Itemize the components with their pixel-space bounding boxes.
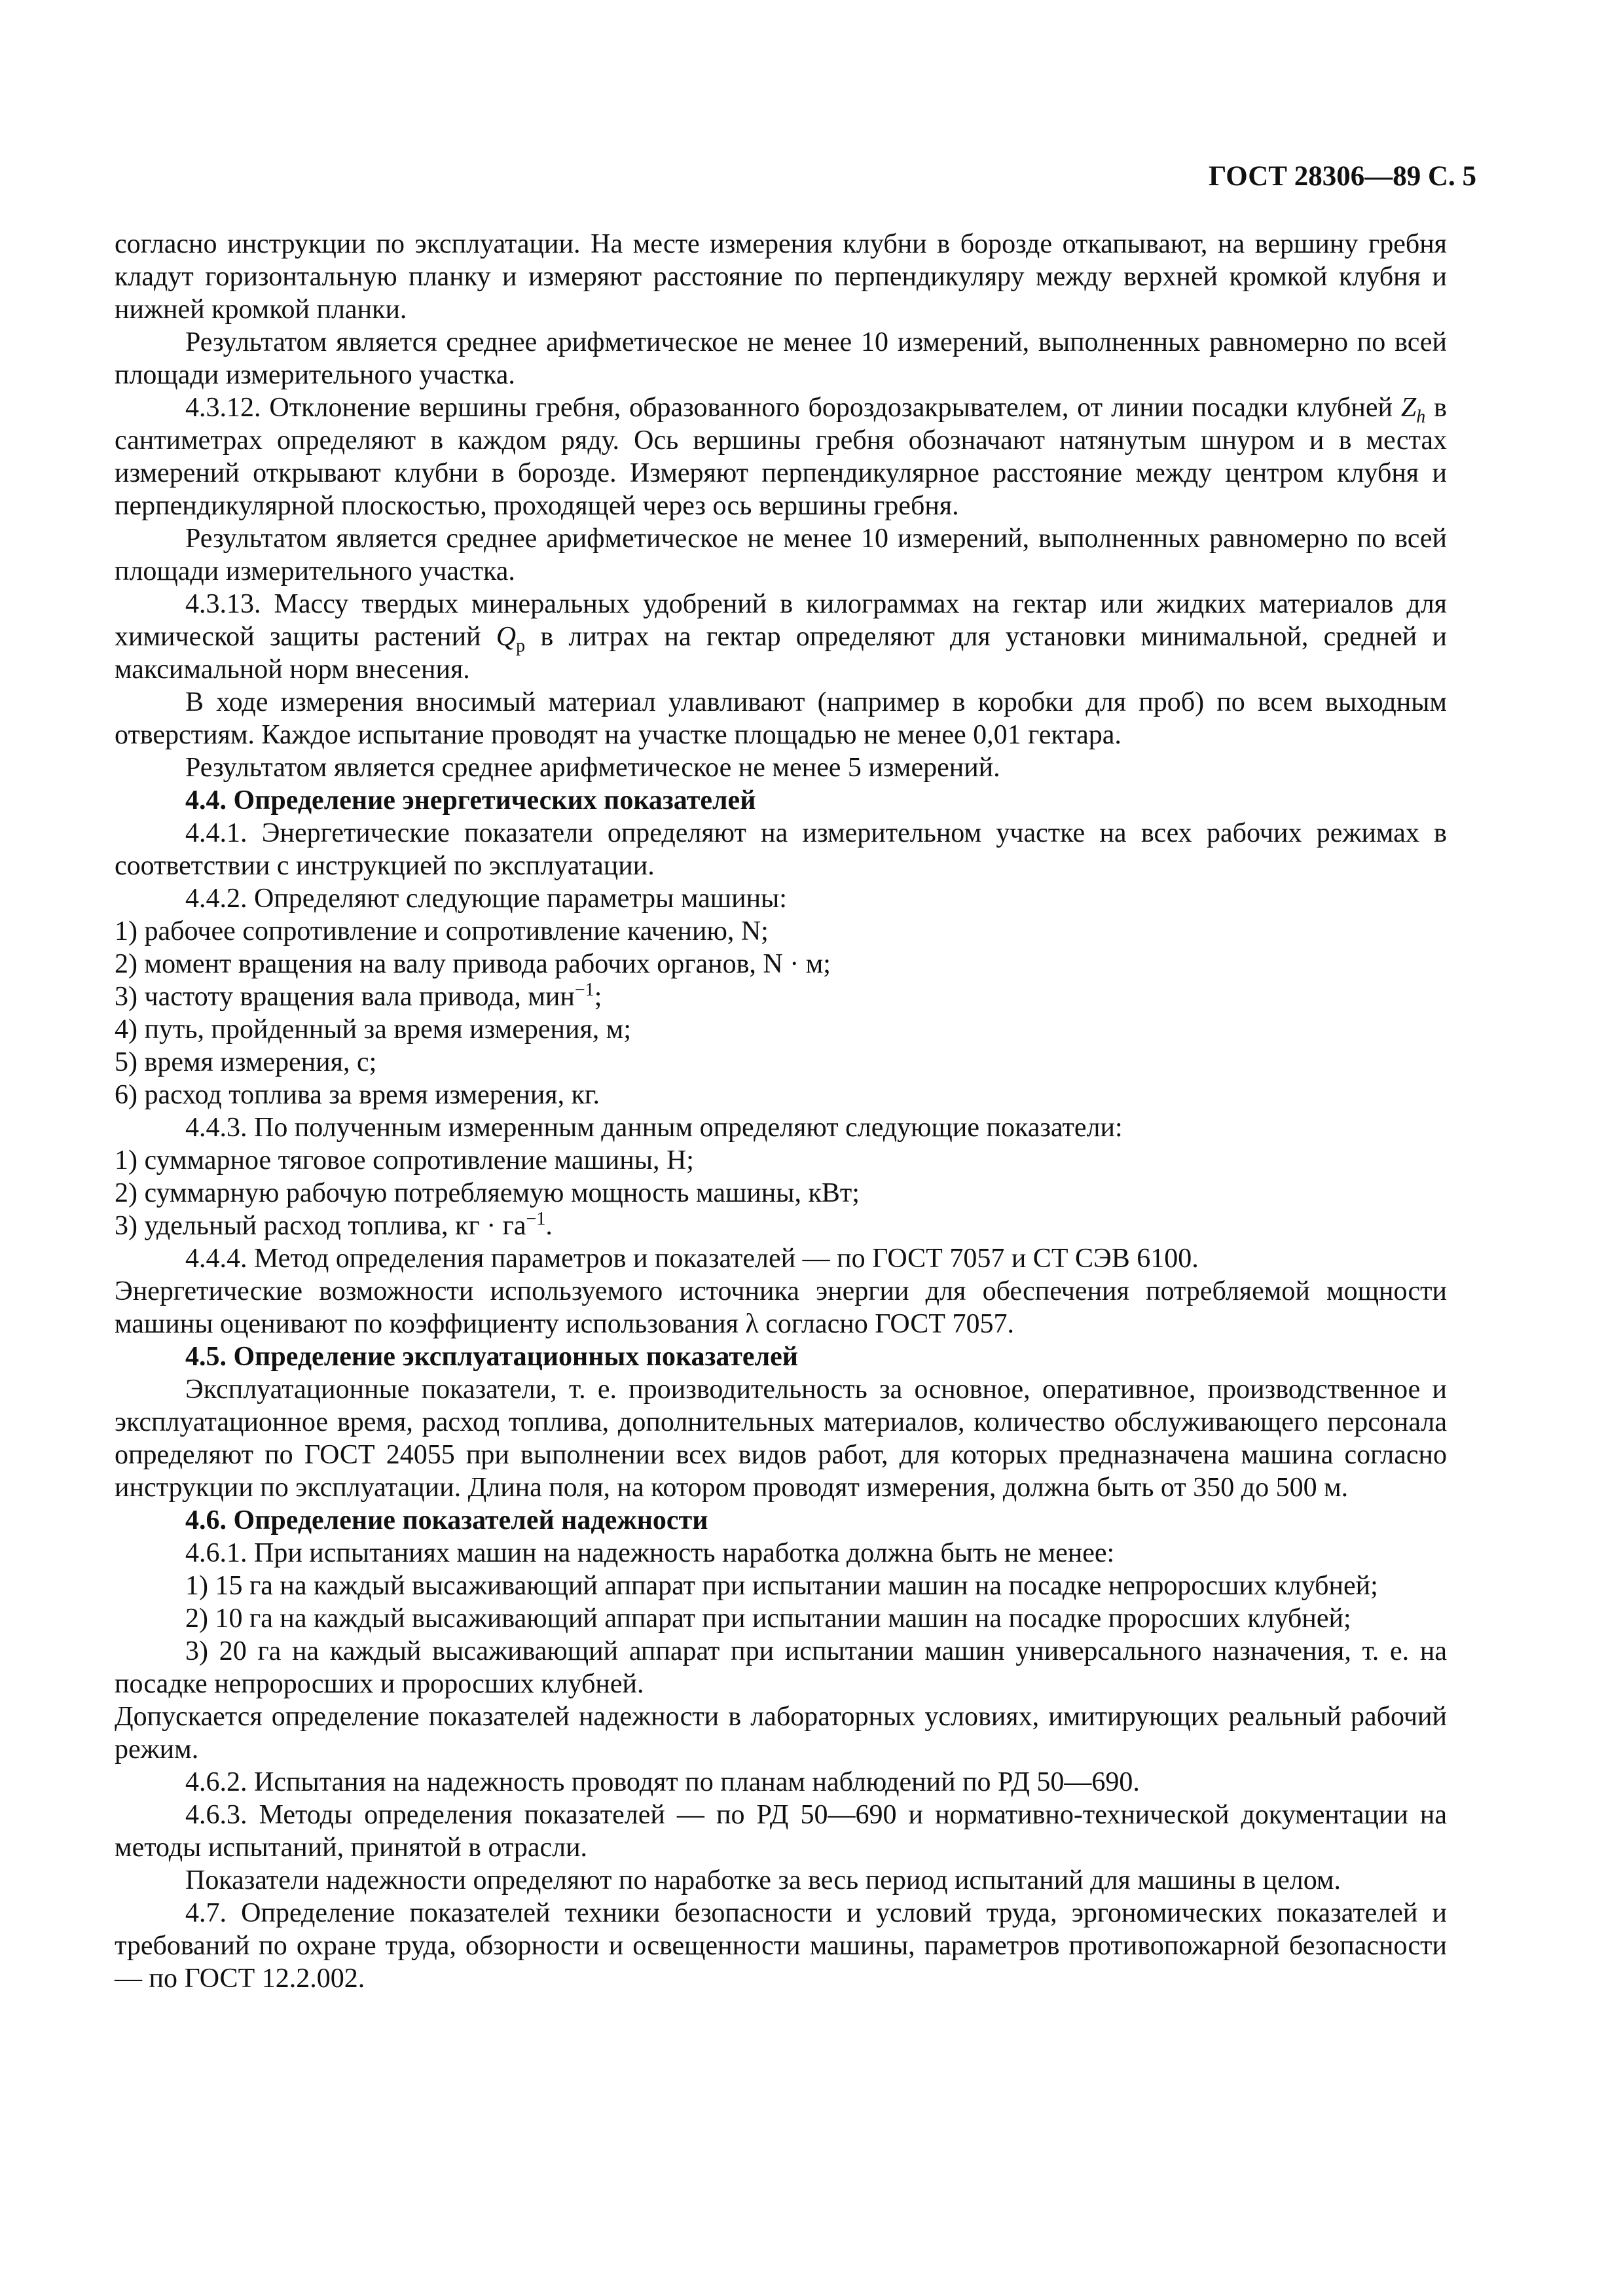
superscript: −1: [526, 1209, 546, 1229]
paragraph-continuation: согласно инструкции по эксплуатации. На месте измерения клубни в борозде откапывают, на вершину гребня кладут горизонтальную планку и измеряют расстояние по перпендикуляру между верхней кромкой клубня и нижней кромкой планки.: [115, 229, 1447, 325]
symbol-z-subscript: h: [1416, 406, 1426, 427]
section-heading-4-6: 4.6. Определение показателей надежности: [185, 1505, 708, 1535]
document-body: [115, 228, 1447, 1995]
paragraph: Результатом является среднее арифметическое не менее 10 измерений, выполненных равномерно по всей площади измерительного участка.: [115, 524, 1447, 586]
list-item: [115, 980, 1447, 1013]
paragraph: Показатели надежности определяют по наработке за весь период испытаний для машины в целом.: [185, 1865, 1341, 1895]
paragraph: 4.6.2. Испытания на надежность проводят по планам наблюдений по РД 50—690.: [185, 1767, 1140, 1797]
list-item: 2) 10 га на каждый высаживающий аппарат при испытании машин на посадке проросших клубней;: [185, 1604, 1351, 1634]
list-item: 4) путь, пройденный за время измерения, м;: [115, 1014, 632, 1045]
paragraph: 4.4.3. По полученным измеренным данным определяют следующие показатели:: [185, 1113, 1123, 1143]
paragraph: В ходе измерения вносимый материал улавливают (например в коробки для проб) по всем выходным отверстиям. Каждое испытание проводят на участке площадью не менее 0,01 гектара.: [115, 687, 1447, 750]
paragraph: 4.4.2. Определяют следующие параметры машины:: [185, 884, 787, 914]
section-heading-4-4: 4.4. Определение энергетических показателей: [185, 785, 756, 816]
section-heading-4-5: 4.5. Определение эксплуатационных показателей: [185, 1342, 798, 1372]
page-header: ГОСТ 28306—89 С. 5: [1208, 161, 1476, 192]
text-run: в сантиметрах определяют в каждом ряду. Ось вершины гребня обозначают натянутым шнуром и в местах измерений открывают клубни в борозде. Измеряют перпендикулярное расстояние между центром клубня и перпендикулярной плоскостью, проходящей через ось вершины гребня.: [115, 393, 1447, 521]
paragraph: Эксплуатационные показатели, т. е. производительность за основное, оперативное, производственное и эксплуатационное время, расход топлива, дополнительных материалов, количество обслуживающего персонала определяют по ГОСТ 24055 при выполнении всех видов работ, для которых предназначена машина согласно инструкции по эксплуатации. Длина поля, на котором проводят измерения, должна быть от 350 до 500 м.: [115, 1374, 1447, 1503]
list-item: 2) момент вращения на валу привода рабочих органов, N · м;: [115, 949, 831, 979]
list-item: 3) 20 га на каждый высаживающий аппарат при испытании машин универсального назначения, т. е. на посадке непроросших и проросших клубней.: [115, 1636, 1447, 1699]
text-run: 3) частоту вращения вала привода, мин: [115, 982, 575, 1012]
list-item: 1) суммарное тяговое сопротивление машины, Н;: [115, 1145, 694, 1175]
paragraph-4-3-12: [115, 391, 1447, 522]
paragraph: Результатом является среднее арифметическое не менее 5 измерений.: [185, 753, 1000, 783]
paragraph: 4.4.4. Метод определения параметров и показателей — по ГОСТ 7057 и СТ СЭВ 6100.: [185, 1244, 1199, 1274]
list-item: 1) 15 га на каждый высаживающий аппарат при испытании машин на посадке непроросших клубней;: [185, 1571, 1378, 1601]
paragraph: 4.6.1. При испытаниях машин на надежность наработка должна быть не менее:: [185, 1538, 1115, 1568]
superscript: −1: [574, 980, 594, 1000]
text-run: 4.3.13. Массу твердых минеральных удобрений в килограммах на гектар или жидких материалов для химической защиты растений: [115, 589, 1447, 652]
paragraph: Допускается определение показателей надежности в лабораторных условиях, имитирующих реальный рабочий режим.: [115, 1702, 1447, 1765]
text-run: 4.3.12. Отклонение вершины гребня, образованного бороздозакрывателем, от линии посадки клубней: [185, 393, 1401, 423]
symbol-z: Z: [1400, 393, 1417, 423]
paragraph: 4.7. Определение показателей техники безопасности и условий труда, эргономических показателей и требований по охране труда, обзорности и освещенности машины, параметров противопожарной безопасности — по ГОСТ 12.2.002.: [115, 1898, 1447, 1994]
list-item: [115, 1210, 1447, 1242]
symbol-q-subscript: р: [516, 636, 526, 656]
list-item: 2) суммарную рабочую потребляемую мощность машины, кВт;: [115, 1178, 860, 1208]
paragraph-4-3-13: [115, 588, 1447, 686]
paragraph: 4.6.3. Методы определения показателей — по РД 50—690 и нормативно-технической документации на методы испытаний, принятой в отрасли.: [115, 1800, 1447, 1863]
list-item: 5) время измерения, с;: [115, 1047, 377, 1077]
text-run: .: [545, 1211, 553, 1241]
text-run: 3) удельный расход топлива, кг · га: [115, 1211, 526, 1241]
paragraph: Результатом является среднее арифметическое не менее 10 измерений, выполненных равномерно по всей площади измерительного участка.: [115, 327, 1447, 390]
paragraph: Энергетические возможности используемого источника энергии для обеспечения потребляемой мощности машины оценивают по коэффициенту использования λ согласно ГОСТ 7057.: [115, 1276, 1447, 1339]
symbol-q: Q: [496, 622, 517, 652]
paragraph: 4.4.1. Энергетические показатели определяют на измерительном участке на всех рабочих режимах в соответствии с инструкцией по эксплуатации.: [115, 818, 1447, 881]
list-item: 6) расход топлива за время измерения, кг.: [115, 1080, 600, 1110]
list-item: 1) рабочее сопротивление и сопротивление качению, N;: [115, 916, 769, 946]
text-run: в литрах на гектар определяют для установки минимальной, средней и максимальной норм внесения.: [115, 622, 1447, 685]
text-run: ;: [594, 982, 602, 1012]
